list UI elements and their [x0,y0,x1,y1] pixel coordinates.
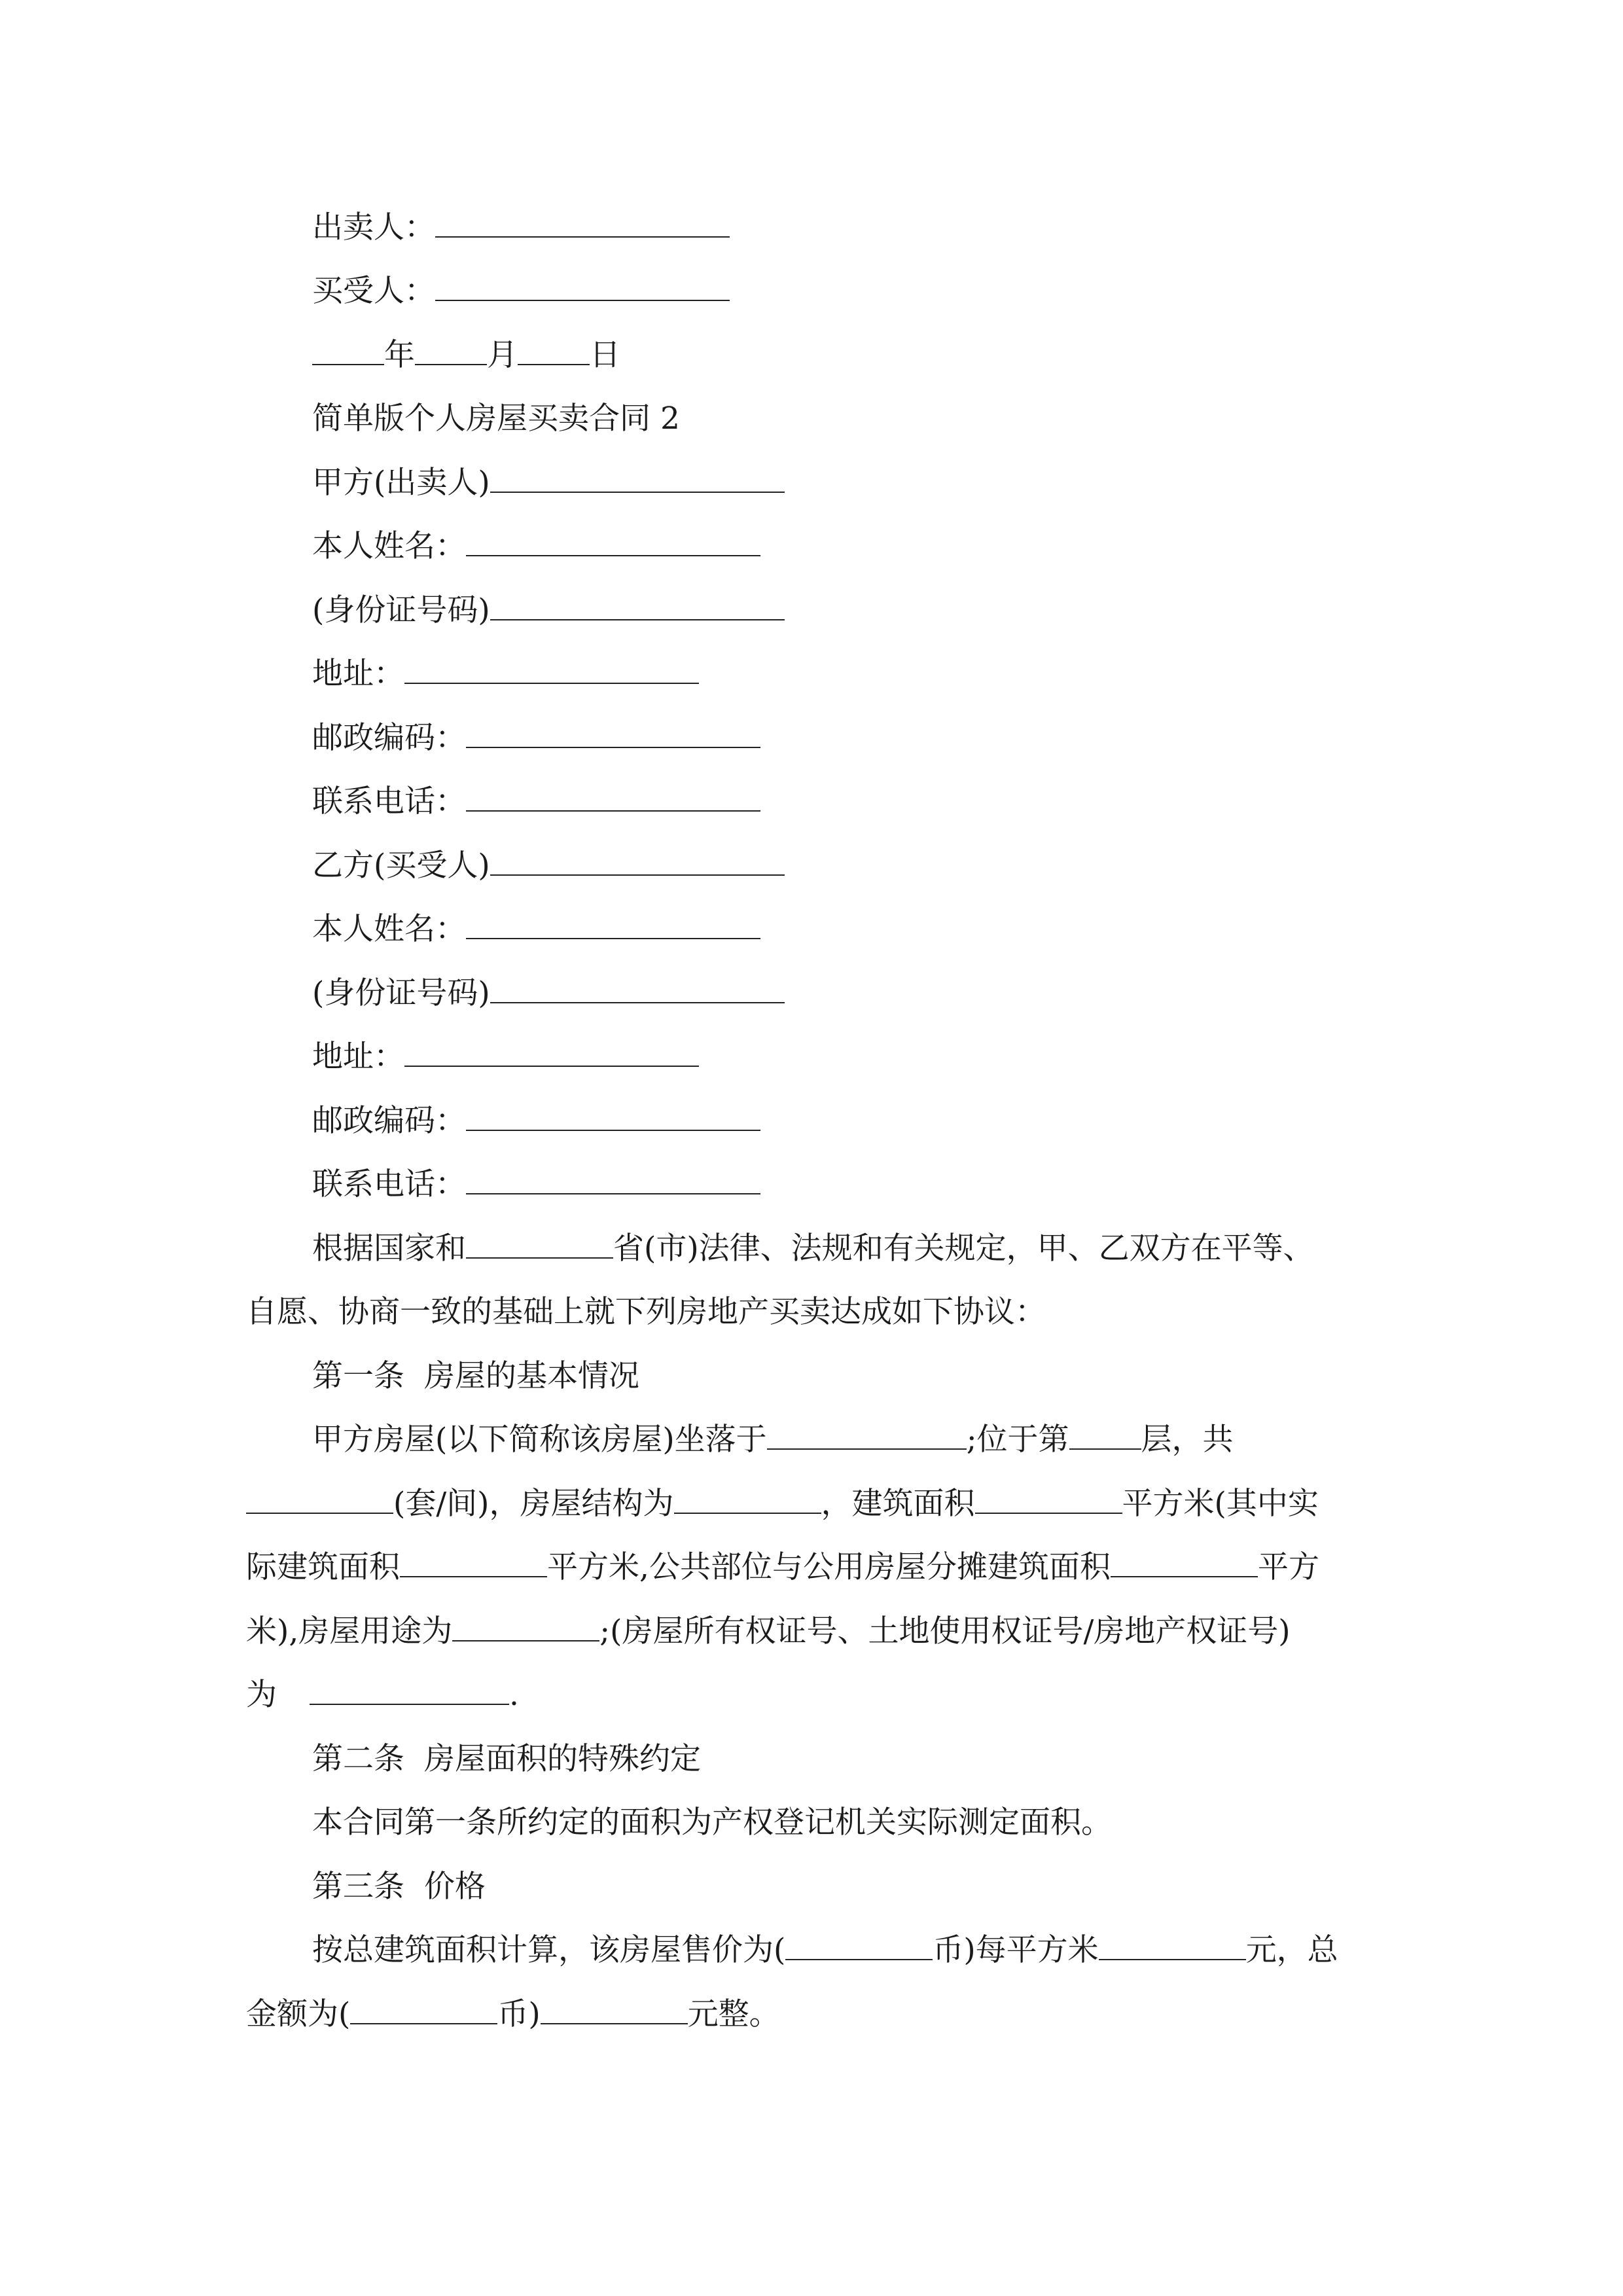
article1-text: . [509,1677,519,1713]
article1-number: 第一条 [312,1358,404,1394]
usage-blank [452,1613,599,1641]
party-b-postcode-blank [466,1102,760,1131]
party-b-name-line [312,910,1446,949]
party-b-id-blank [490,975,785,1003]
article1-text: 平方米(其中实 [1122,1486,1319,1522]
party-a-phone-label: 联系电话： [312,783,466,819]
day-blank [518,336,590,365]
article1-line-1 [312,1420,1446,1460]
shared-area-blank [1111,1549,1258,1577]
party-a-id-line [312,591,1446,630]
article1-text: 为 [246,1677,277,1713]
seller-signature-line [312,208,1446,247]
party-a-address-blank [404,655,699,684]
units-blank [246,1485,393,1514]
party-b-id-line [312,974,1446,1013]
party-b-phone-blank [466,1166,760,1194]
article3-text: 元，总 [1245,1932,1338,1968]
party-b-address-line [312,1037,1446,1077]
party-a-heading-line [312,463,1446,503]
article1-text: 平方米,公共部位与公用房屋分摊建筑面积 [547,1549,1111,1585]
article1-text: 米),房屋用途为 [246,1613,453,1649]
article3-text: 币)每平方米 [933,1932,1099,1968]
building-area-blank [975,1485,1122,1514]
preamble-part2: 省(市)法律、法规和有关规定，甲、乙双方在平等、 [613,1230,1314,1266]
article1-text: (套/间)，房屋结构为 [393,1486,674,1522]
party-a-address-label: 地址： [312,656,404,692]
preamble-line-1 [312,1229,1446,1268]
article2-number: 第二条 [312,1741,404,1777]
total-amount-blank [541,1996,688,2024]
article3-title-line [312,1867,1446,1907]
party-b-blank [490,847,785,876]
buyer-label: 买受人： [312,273,435,309]
buyer-blank [435,272,730,301]
article1-line-2 [246,1484,1380,1524]
party-a-id-label: (身份证号码) [312,592,490,628]
day-label: 日 [590,337,620,373]
party-a-postcode-label: 邮政编码： [312,720,466,756]
article2-body: 本合同第一条所约定的面积为产权登记机关实际测定面积。 [312,1804,1112,1840]
article1-text: 平方 [1257,1549,1319,1585]
article3-number: 第三条 [312,1869,404,1905]
article3-text: 按总建筑面积计算，该房屋售价为( [312,1932,786,1968]
party-b-name-blank [466,910,760,939]
article2-title-line [312,1740,1446,1779]
party-b-heading-line [312,846,1446,886]
contract-title: 简单版个人房屋买卖合同 2 [312,401,680,437]
total-currency-blank [350,1996,497,2024]
party-a-postcode-line [312,719,1446,758]
party-b-phone-line [312,1165,1446,1204]
party-b-postcode-label: 邮政编码： [312,1103,466,1139]
article1-text: ;位于第 [966,1422,1069,1458]
party-a-heading: 甲方(出卖人) [312,465,490,501]
article1-title-line [312,1357,1446,1396]
article2-title: 房屋面积的特殊约定 [424,1741,701,1777]
party-b-name-label: 本人姓名： [312,911,466,947]
actual-area-blank [400,1549,547,1577]
article1-text: 甲方房屋(以下简称该房屋)坐落于 [312,1422,767,1458]
party-a-phone-blank [466,783,760,812]
party-a-name-line [312,527,1446,566]
article3-title: 价格 [424,1869,486,1905]
article1-text: 层，共 [1141,1422,1234,1458]
article1-text: ，建筑面积 [821,1486,975,1522]
party-b-address-blank [404,1038,699,1067]
party-a-name-blank [466,528,760,556]
article1-text: ;(房屋所有权证号、土地使用权证号/房地产权证号) [599,1613,1291,1649]
article3-text: 金额为( [246,1996,351,2032]
floor-blank [1069,1421,1141,1450]
party-b-phone-label: 联系电话： [312,1166,466,1202]
party-b-heading: 乙方(买受人) [312,848,490,884]
article1-line-3 [246,1548,1380,1587]
article3-line-1 [312,1931,1446,1970]
party-b-address-label: 地址： [312,1039,404,1075]
article3-text: 元整。 [687,1996,780,2032]
year-blank [312,336,384,365]
date-line [312,336,1446,375]
article1-line-5 [246,1676,1380,1715]
preamble-line-2: 自愿、协商一致的基础上就下列房地产买卖达成如下协议： [246,1294,1046,1330]
province-blank [466,1230,613,1259]
certificate-blank [310,1676,509,1705]
month-label: 月 [487,337,518,373]
party-a-address-line [312,655,1446,694]
preamble-part1: 根据国家和 [312,1230,466,1266]
party-a-name-label: 本人姓名： [312,528,466,564]
party-b-id-label: (身份证号码) [312,975,490,1011]
unit-price-blank [1099,1931,1246,1960]
article3-text: 币) [497,1996,541,2032]
year-label: 年 [384,337,415,373]
currency-blank [785,1931,933,1960]
party-a-phone-line [312,782,1446,821]
article1-text: 际建筑面积 [246,1549,400,1585]
party-a-postcode-blank [466,719,760,748]
month-blank [415,336,487,365]
article1-line-4 [246,1612,1380,1651]
seller-label: 出卖人： [312,209,435,245]
party-b-postcode-line [312,1102,1446,1141]
article1-title: 房屋的基本情况 [424,1358,639,1394]
location-blank [767,1421,967,1450]
buyer-signature-line [312,272,1446,311]
party-a-blank [490,464,785,493]
party-a-id-blank [490,592,785,620]
article3-line-2 [246,1995,1380,2034]
structure-blank [674,1485,821,1514]
seller-blank [435,209,730,238]
